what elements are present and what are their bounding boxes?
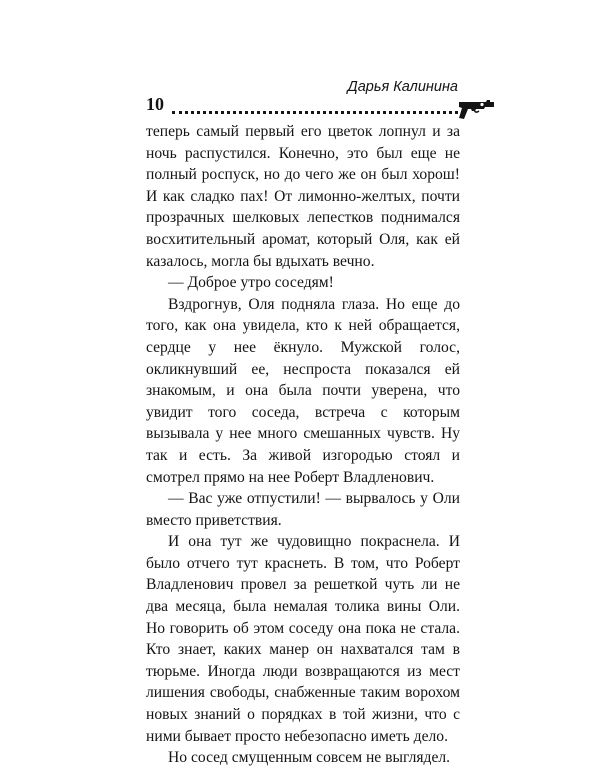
running-header <box>146 78 498 118</box>
paragraph: Вздрогнув, Оля подняла глаза. Но еще до того, как она увидела, кто к ней обращается, сердце у нее ёкнуло. Мужской голос, окликнувший ее, неспроста показался ей знакомым, и она была почти уверена, что увидит того соседа, встреча с которым вызывала у нее много смешанных чувств. Ну так и есть. За живой изгородью стоял и смотрел прямо на нее Роберт Владленович. <box>146 295 460 486</box>
paragraph: — Доброе утро соседям! <box>168 274 334 292</box>
running-header-author: Дарья Калинина <box>347 79 458 95</box>
page-number: 10 <box>146 94 164 114</box>
header-dotted-leader <box>172 111 458 114</box>
paragraph: Но сосед смущенным совсем не выглядел. <box>168 749 451 767</box>
paragraph: И она тут же чудовищно покраснела. И было отчего тут краснеть. В том, что Роберт Владленович провел за решеткой чуть ли не два месяца, была немалая толика вины Оли. Но говорить об этом соседу она пока не стала. Кто знает, каких манер он нахватался там в тюрьме. Иногда люди возвращаются из мест лишения свободы, снабженные таким ворохом новых знаний о порядках в той жизни, что с ними бывает просто небезопасно иметь дело. <box>146 533 460 745</box>
body-text <box>146 121 460 769</box>
paragraph: теперь самый первый его цветок лопнул и за ночь распустился. Конечно, это был еще не полный роспуск, но до чего же он был хорош! И как сладко пах! От лимонно-желтых, почти прозрачных шелковых лепестков поднимался восхитительный аромат, который Оля, как ей казалось, могла бы вдыхать вечно. <box>146 123 460 270</box>
revolver-icon <box>458 98 498 120</box>
paragraph: — Вас уже отпустили! — вырвалось у Оли вместо приветствия. <box>146 490 460 529</box>
